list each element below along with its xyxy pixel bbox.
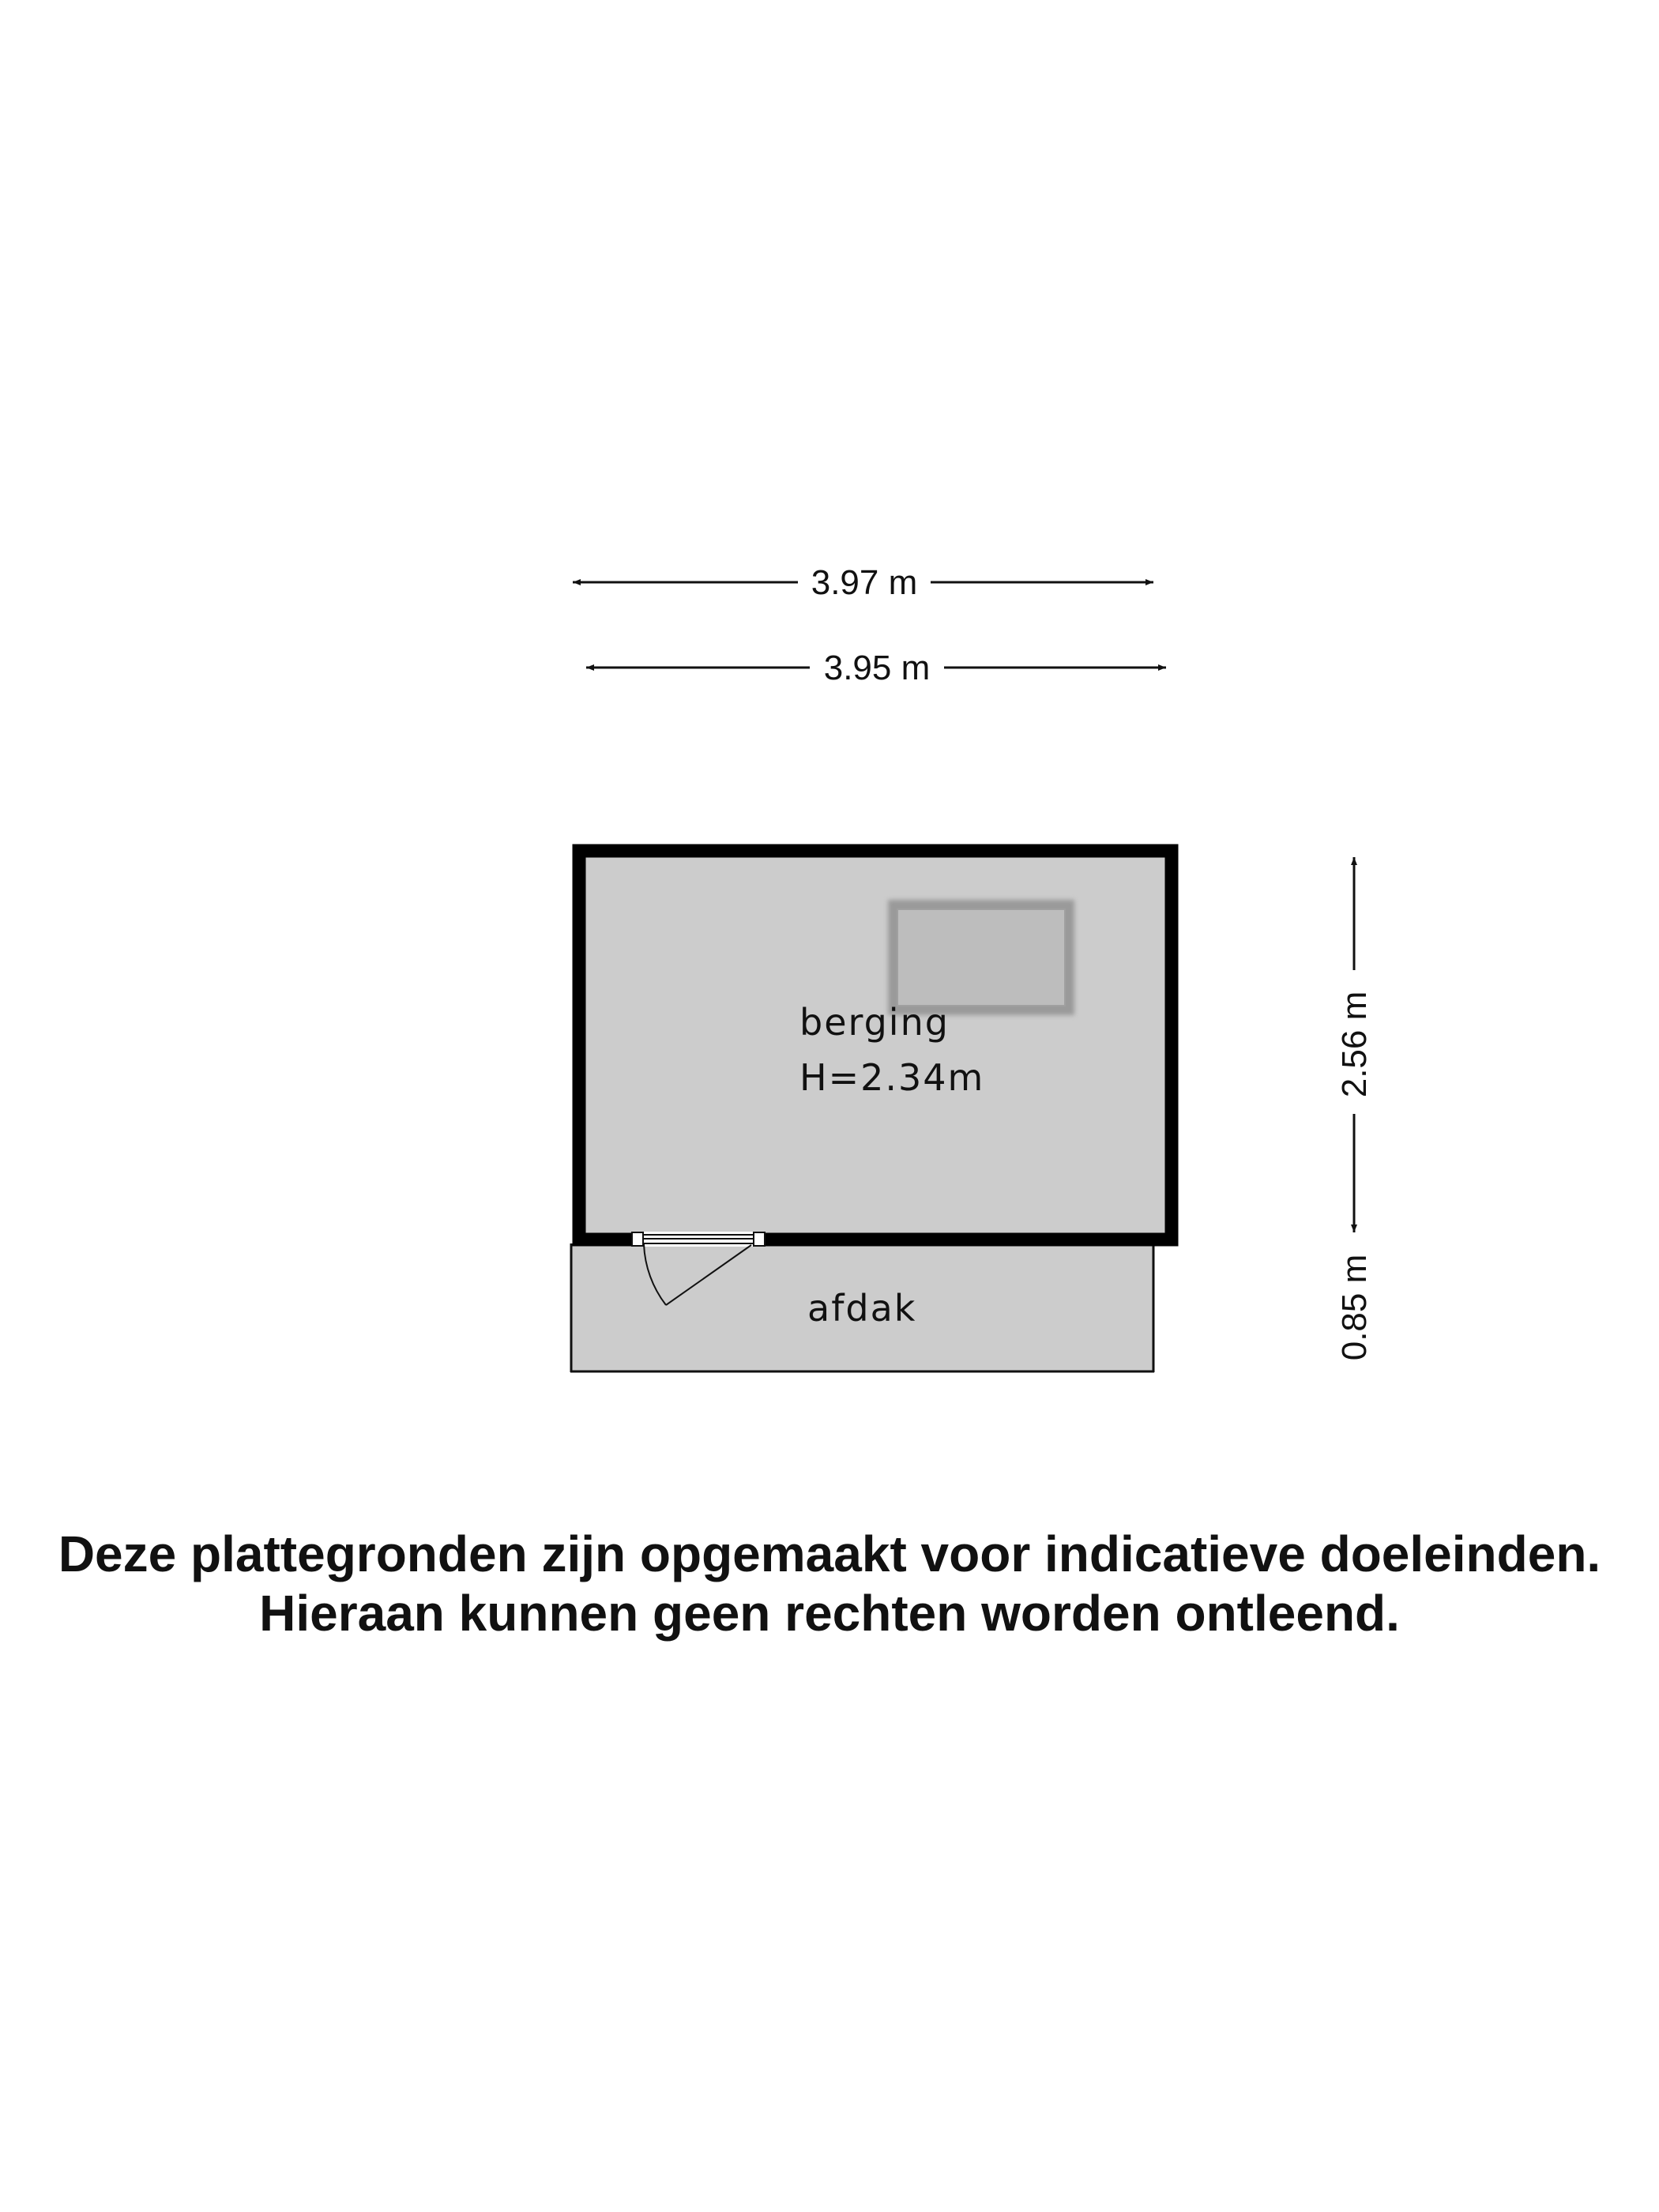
canopy-name: afdak bbox=[807, 1287, 917, 1330]
dimension-label-inner-width: 3.95 m bbox=[823, 649, 931, 687]
dimension-label-outer-width: 3.97 m bbox=[811, 563, 918, 602]
dimension-label-canopy-depth: 0.85 m bbox=[1335, 1254, 1374, 1361]
disclaimer-line-1: Deze plattegronden zijn opgemaakt voor indicatieve doeleinden. bbox=[58, 1525, 1601, 1582]
disclaimer-line-2: Hieraan kunnen geen rechten worden ontleend. bbox=[259, 1585, 1400, 1642]
storage-room bbox=[579, 851, 1172, 1240]
storage-room-height: H=2.34m bbox=[799, 1056, 985, 1099]
dimension-top-inner bbox=[586, 649, 1166, 687]
skylight-window bbox=[888, 900, 1074, 1015]
dimension-top-outer bbox=[573, 563, 1153, 602]
storage-room-name: berging bbox=[799, 1001, 950, 1044]
dimension-right-canopy bbox=[1335, 1255, 1374, 1361]
dimension-label-room-depth: 2.56 m bbox=[1335, 991, 1374, 1098]
dimension-right-room bbox=[1335, 857, 1374, 1232]
